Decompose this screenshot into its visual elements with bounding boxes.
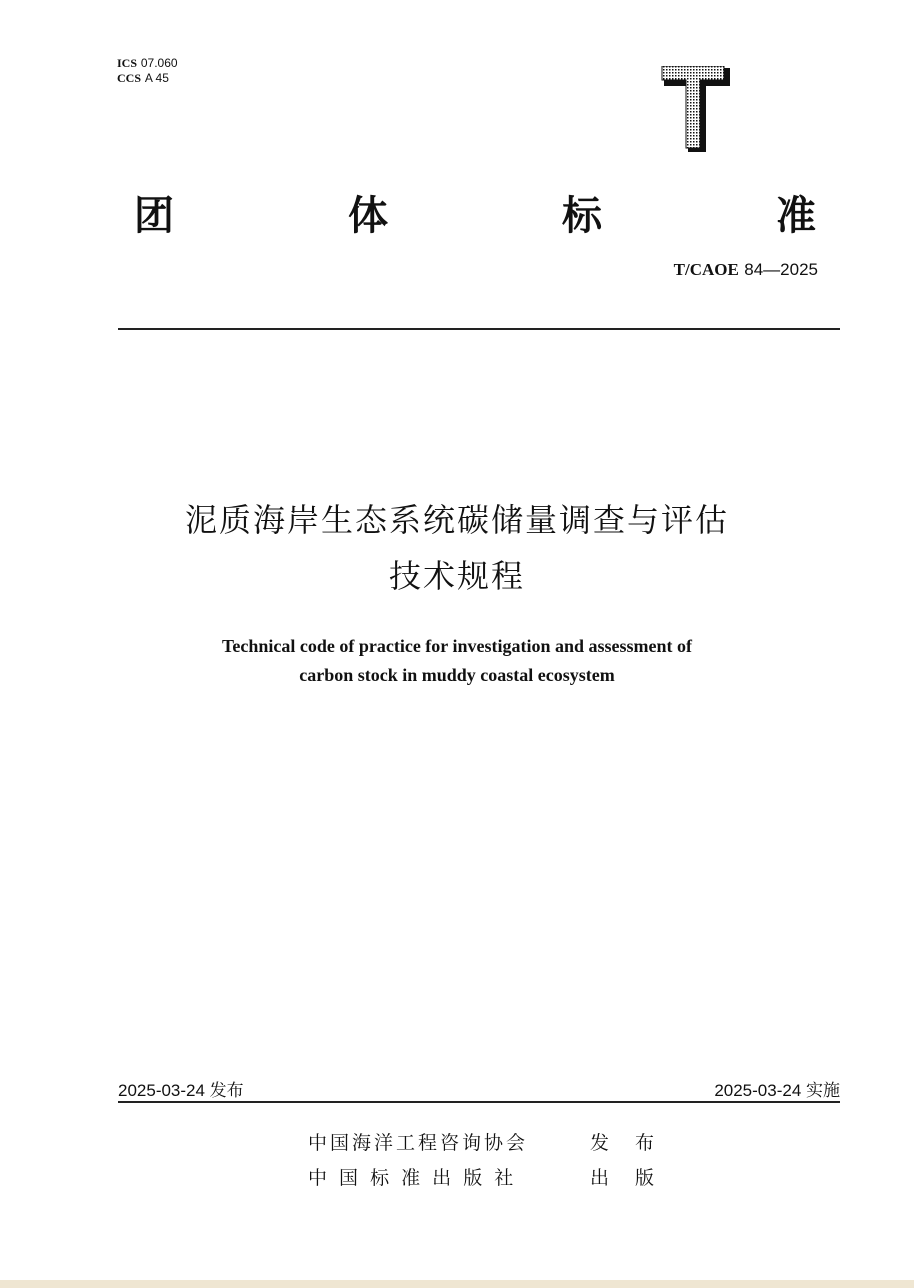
english-title-line-2: carbon stock in muddy coastal ecosystem <box>299 665 615 685</box>
category-char-4: 准 <box>776 193 816 239</box>
bottom-edge-strip <box>0 1280 914 1288</box>
standard-year-number: 84—2025 <box>744 260 818 279</box>
ccs-label: CCS <box>117 71 142 85</box>
publisher-action-2 <box>590 1163 654 1190</box>
issue-date: 2025-03-24 发布 <box>118 1081 244 1100</box>
ics-code <box>117 56 178 71</box>
t-standard-type-icon <box>660 66 732 154</box>
publisher-org-1: 中国海洋工程咨询协会 <box>308 1132 529 1154</box>
category-char-2: 体 <box>348 193 388 239</box>
category-char-1: 团 <box>134 193 174 239</box>
category-char-3: 标 <box>562 193 602 239</box>
publisher-action-1-char-2: 布 <box>635 1132 655 1154</box>
publisher-action-2-char-2: 版 <box>635 1167 655 1189</box>
chinese-title-line-2: 技术规程 <box>388 557 525 595</box>
publisher-action-2-char-1: 出 <box>590 1167 610 1189</box>
publisher-org-2: 中 国 标 准 出 版 社 <box>308 1167 517 1189</box>
publisher-action-1 <box>590 1128 654 1155</box>
top-divider <box>118 328 840 330</box>
svg-text:T: T <box>660 66 661 67</box>
english-title-line-1: Technical code of practice for investigation and assessment of <box>222 636 692 656</box>
ccs-value: A 45 <box>144 71 169 85</box>
ics-value: 07.060 <box>140 56 178 70</box>
implementation-date: 2025-03-24 实施 <box>714 1081 840 1100</box>
standard-prefix: T/CAOE <box>673 260 739 279</box>
classification-codes <box>117 56 178 86</box>
publisher-action-1-char-1: 发 <box>590 1132 610 1154</box>
chinese-title-line-1: 泥质海岸生态系统碳储量调查与评估 <box>184 501 729 539</box>
bottom-divider <box>118 1101 840 1103</box>
standard-number <box>674 260 818 280</box>
ics-label: ICS <box>117 56 138 70</box>
ccs-code <box>117 71 178 86</box>
